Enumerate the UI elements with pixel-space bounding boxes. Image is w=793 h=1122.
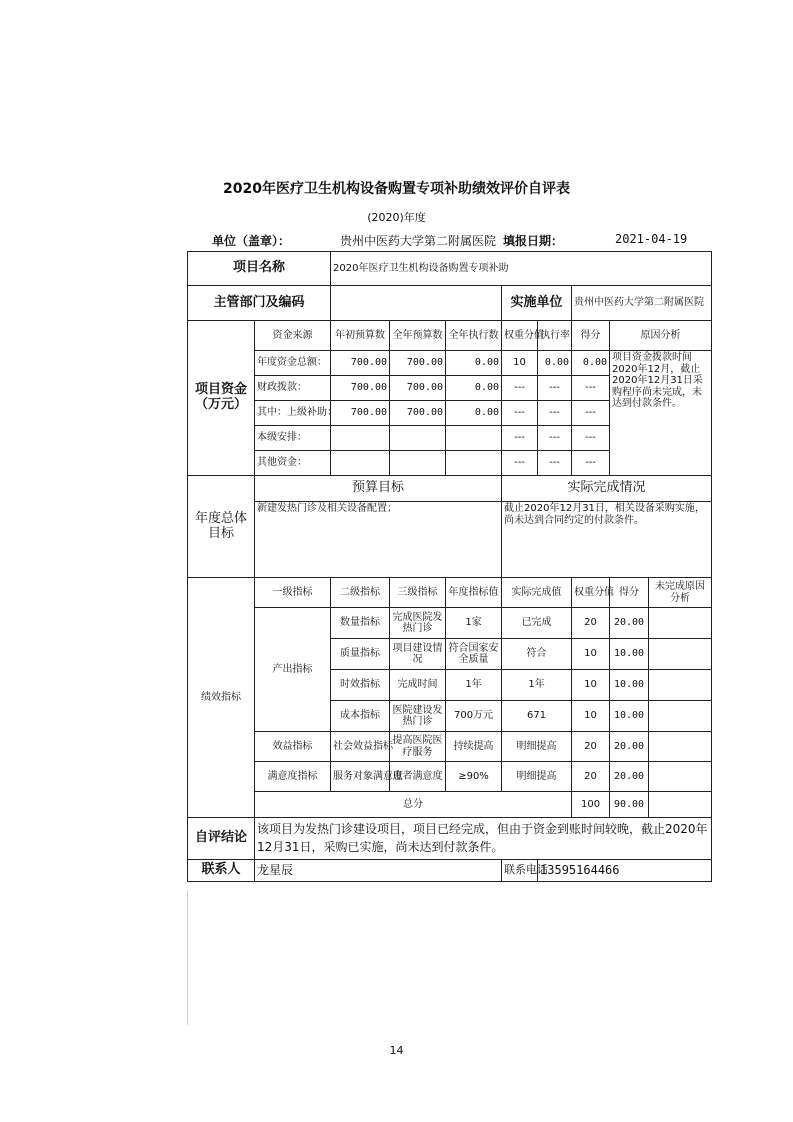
goals-actual-header: 实际完成情况 [502, 476, 712, 502]
funds-source: 年度资金总额： [255, 351, 331, 376]
funds-initial: 700.00 [331, 376, 390, 401]
conclusion-label: 自评结论 [188, 818, 255, 860]
contact-row [188, 860, 712, 882]
perf-level2: 数量指标 [331, 608, 390, 639]
funds-annual: 700.00 [390, 351, 446, 376]
perf-actual: 671 [502, 701, 572, 732]
perf-level3: 完成时间 [390, 670, 446, 701]
perf-level3: 项目建设情况 [390, 639, 446, 670]
perf-target: ≥90% [446, 762, 502, 792]
perf-score: 10.00 [610, 670, 649, 701]
perf-reason [649, 608, 712, 639]
funds-score: --- [572, 451, 610, 476]
year-label: (2020)年度 [367, 211, 426, 224]
funds-initial [331, 451, 390, 476]
perf-weight: 10 [572, 670, 610, 701]
perf-level3: 完成医院发热门诊 [390, 608, 446, 639]
perf-header-row [188, 578, 712, 608]
funds-source: 财政拨款： [255, 376, 331, 401]
perf-header-reason: 未完成原因分析 [649, 578, 712, 608]
funds-executed: 0.00 [446, 376, 502, 401]
funds-source: 其中：上级补助： [255, 401, 331, 426]
perf-header-actual: 实际完成值 [502, 578, 572, 608]
perf-score: 20.00 [610, 608, 649, 639]
perf-target: 符合国家安全质量 [446, 639, 502, 670]
funds-annual [390, 426, 446, 451]
funds-weight: --- [502, 426, 538, 451]
perf-weight: 20 [572, 608, 610, 639]
perf-level3: 医院建设发热门诊 [390, 701, 446, 732]
funds-reason: 项目资金拨款时间2020年12月，截止2020年12月31日采购程序尚未完成，未达到付款条件。 [610, 351, 712, 476]
perf-level2: 社会效益指标 [331, 732, 390, 762]
project-name-row [188, 252, 712, 286]
document-title: 2020年医疗卫生机构设备购置专项补助绩效评价自评表 [223, 181, 570, 197]
perf-total-reason [649, 792, 712, 818]
goals-section-label: 年度总体目标 [188, 476, 255, 578]
funds-header-rate: 执行率 [538, 321, 572, 351]
perf-actual: 明细提高 [502, 762, 572, 792]
funds-weight: --- [502, 451, 538, 476]
funds-annual: 700.00 [390, 401, 446, 426]
funds-rate: --- [538, 451, 572, 476]
funds-header-source: 资金来源 [255, 321, 331, 351]
funds-initial [331, 426, 390, 451]
perf-level2: 服务对象满意度 [331, 762, 390, 792]
perf-actual: 1年 [502, 670, 572, 701]
funds-annual: 700.00 [390, 376, 446, 401]
perf-actual: 已完成 [502, 608, 572, 639]
perf-target: 700万元 [446, 701, 502, 732]
perf-score: 20.00 [610, 762, 649, 792]
contact-label: 联系人 [188, 860, 255, 882]
perf-benefit-row [188, 732, 712, 762]
contact-name: 龙星辰 [255, 860, 502, 882]
perf-weight: 10 [572, 639, 610, 670]
goals-budget-header: 预算目标 [255, 476, 502, 502]
evaluation-table [187, 251, 712, 882]
funds-section-label: 项目资金（万元） [188, 321, 255, 476]
perf-level1: 满意度指标 [255, 762, 331, 792]
perf-target: 1年 [446, 670, 502, 701]
perf-header-weight: 权重分值 [572, 578, 610, 608]
perf-total-row [188, 792, 712, 818]
perf-level3: 提高医院医疗服务 [390, 732, 446, 762]
funds-executed: 0.00 [446, 351, 502, 376]
funds-rate: --- [538, 376, 572, 401]
date-value: 2021-04-19 [615, 232, 688, 246]
impl-value: 贵州中医药大学第二附属医院 [572, 286, 712, 321]
funds-header-reason: 原因分析 [610, 321, 712, 351]
funds-score: --- [572, 401, 610, 426]
project-name-label: 项目名称 [188, 252, 331, 286]
perf-header-target: 年度指标值 [446, 578, 502, 608]
funds-header-executed: 全年执行数 [446, 321, 502, 351]
funds-source: 其他资金： [255, 451, 331, 476]
dept-value [331, 286, 502, 321]
perf-level1: 效益指标 [255, 732, 331, 762]
perf-header-level2: 二级指标 [331, 578, 390, 608]
funds-rate: --- [538, 401, 572, 426]
perf-level2: 成本指标 [331, 701, 390, 732]
perf-actual: 明细提高 [502, 732, 572, 762]
funds-header-annual: 全年预算数 [390, 321, 446, 351]
perf-reason [649, 732, 712, 762]
funds-rate: --- [538, 426, 572, 451]
date-label: 填报日期： [503, 234, 564, 248]
perf-output-row [188, 608, 712, 639]
funds-executed [446, 426, 502, 451]
unit-label: 单位（盖章）： [212, 234, 291, 248]
perf-header-score: 得分 [610, 578, 649, 608]
funds-source: 本级安排： [255, 426, 331, 451]
project-name-value: 2020年医疗卫生机构设备购置专项补助 [331, 252, 712, 286]
perf-reason [649, 670, 712, 701]
perf-reason [649, 701, 712, 732]
perf-satisfaction-row [188, 762, 712, 792]
perf-reason [649, 762, 712, 792]
funds-annual [390, 451, 446, 476]
dept-label: 主管部门及编码 [188, 286, 331, 321]
perf-level2: 时效指标 [331, 670, 390, 701]
funds-score: --- [572, 376, 610, 401]
funds-row [188, 351, 712, 376]
perf-actual: 符合 [502, 639, 572, 670]
perf-total-weight: 100 [572, 792, 610, 818]
funds-rate: 0.00 [538, 351, 572, 376]
goals-content-row [188, 502, 712, 578]
contact-phone: 13595164466 [538, 860, 712, 882]
perf-score: 10.00 [610, 701, 649, 732]
scan-margin-line [187, 890, 188, 1025]
funds-weight: --- [502, 376, 538, 401]
unit-value: 贵州中医药大学第二附属医院 [340, 234, 497, 248]
perf-score: 10.00 [610, 639, 649, 670]
perf-weight: 20 [572, 762, 610, 792]
perf-header-level1: 一级指标 [255, 578, 331, 608]
funds-score: 0.00 [572, 351, 610, 376]
perf-header-level3: 三级指标 [390, 578, 446, 608]
perf-level3: 患者满意度 [390, 762, 446, 792]
funds-header-score: 得分 [572, 321, 610, 351]
impl-label: 实施单位 [502, 286, 572, 321]
funds-initial: 700.00 [331, 351, 390, 376]
perf-output-label: 产出指标 [255, 608, 331, 732]
funds-executed: 0.00 [446, 401, 502, 426]
funds-weight: 10 [502, 351, 538, 376]
funds-initial: 700.00 [331, 401, 390, 426]
conclusion-row [188, 818, 712, 860]
funds-header-row [188, 321, 712, 351]
perf-section-label: 绩效指标 [188, 578, 255, 818]
dept-row [188, 286, 712, 321]
funds-weight: --- [502, 401, 538, 426]
perf-total-label: 总分 [255, 792, 572, 818]
perf-target: 持续提高 [446, 732, 502, 762]
funds-header-initial: 年初预算数 [331, 321, 390, 351]
perf-target: 1家 [446, 608, 502, 639]
perf-weight: 10 [572, 701, 610, 732]
contact-phone-label: 联系电话 [502, 860, 538, 882]
perf-reason [649, 639, 712, 670]
perf-level2: 质量指标 [331, 639, 390, 670]
goals-budget-text: 新建发热门诊及相关设备配置； [255, 502, 502, 578]
funds-score: --- [572, 426, 610, 451]
funds-header-weight: 权重分值 [502, 321, 538, 351]
perf-total-score: 90.00 [610, 792, 649, 818]
perf-score: 20.00 [610, 732, 649, 762]
page-number: 14 [389, 1044, 404, 1057]
funds-executed [446, 451, 502, 476]
goals-header-row [188, 476, 712, 502]
conclusion-text: 该项目为发热门诊建设项目，项目已经完成，但由于资金到账时间较晚，截止2020年12月31日，采购已实施，尚未达到付款条件。 [255, 818, 712, 860]
perf-weight: 20 [572, 732, 610, 762]
goals-actual-text: 截止2020年12月31日，相关设备采购实施，尚未达到合同约定的付款条件。 [502, 502, 712, 578]
